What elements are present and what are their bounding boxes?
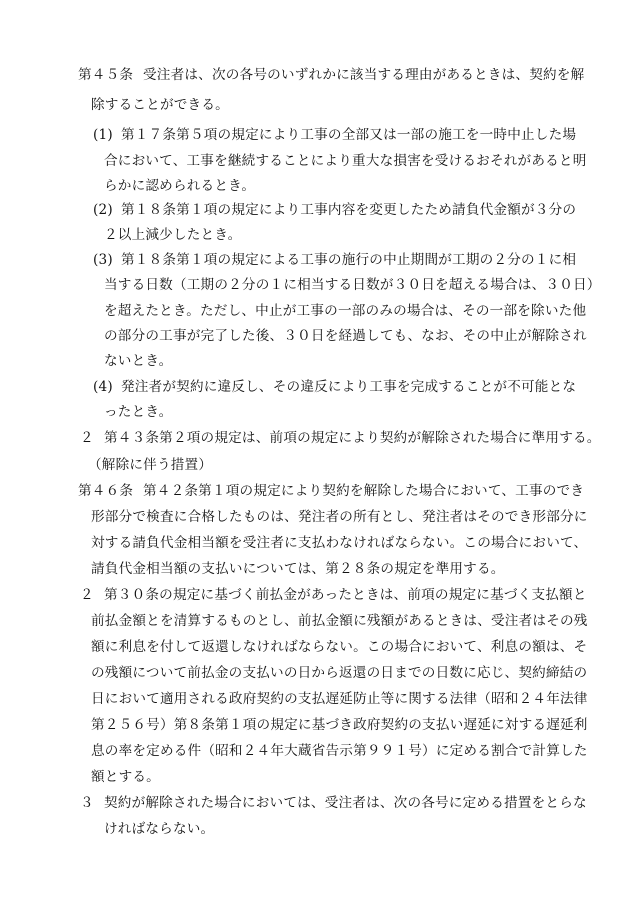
item-2-line-1: 第１８条第１項の規定により工事内容を変更したため請負代金額が３分の: [121, 202, 577, 218]
article-46-paragraph-2-line-8: 額とする。: [91, 769, 160, 785]
article-46-paragraph-2-line-4: の残額について前払金の支払いの日から返還の日までの日数に応じ、契約締結の: [91, 665, 588, 681]
item-4-line-2: ったとき。: [104, 404, 173, 420]
item-3-line-4: の部分の工事が完了した後、３０日を経過しても、なお、その中止が解除され: [104, 328, 587, 344]
article-45-paragraph-2-number: ２: [80, 430, 94, 446]
article-46-paragraph-2-line-1: 第３０条の規定に基づく前払金があったときは、前項の規定に基づく支払額と: [104, 587, 587, 603]
article-46-line-2: 形部分で検査に合格したものは、発注者の所有とし、発注者はそのでき形部分に: [91, 509, 588, 525]
item-4-line-1: 発注者が契約に違反し、その違反により工事を完成することが不可能とな: [121, 379, 577, 395]
article-45-line-2: 除することができる。: [91, 97, 229, 113]
article-46-caption: （解除に伴う措置）: [88, 457, 213, 473]
article-46-line-4: 請負代金相当額の支払いについては、第２８条の規定を準用する。: [91, 561, 505, 577]
article-46-paragraph-3-number: ３: [80, 795, 94, 811]
article-46-line-1: 第４２条第１項の規定により契約を解除した場合において、工事のでき: [143, 483, 585, 499]
item-4-number: (4): [93, 379, 113, 395]
item-2-line-2: ２以上減少したとき。: [104, 227, 242, 243]
article-46-paragraph-3-line-1: 契約が解除された場合においては、受注者は、次の各号に定める措置をとらな: [104, 795, 587, 811]
article-45-heading: 第４５条: [78, 67, 134, 83]
item-3-line-3: を超えたとき。ただし、中止が工事の一部のみの場合は、その一部を除いた他: [104, 303, 587, 319]
item-3-line-2: 当する日数（工期の２分の１に相当する日数が３０日を超える場合は、３０日）: [104, 277, 601, 293]
article-46-paragraph-2-number: ２: [80, 587, 94, 603]
article-46-paragraph-2-line-3: 額に利息を付して返還しなければならない。この場合において、利息の額は、そ: [91, 639, 588, 655]
article-46-paragraph-2-line-5: 日において適用される政府契約の支払遅延防止等に関する法律（昭和２４年法律: [91, 691, 588, 707]
article-46-paragraph-2-line-7: 息の率を定める件（昭和２４年大蔵省告示第９９１号）に定める割合で計算した: [91, 743, 588, 759]
item-1-line-1: 第１７条第５項の規定により工事の全部又は一部の施工を一時中止した場: [121, 127, 577, 143]
article-45-paragraph-2-text: 第４３条第２項の規定は、前項の規定により契約が解除された場合に準用する。: [104, 430, 601, 446]
article-45-line-1: 受注者は、次の各号のいずれかに該当する理由があるときは、契約を解: [143, 67, 585, 83]
item-1-line-2: 合において、工事を継続することにより重大な損害を受けるおそれがあると明: [104, 153, 587, 169]
item-3-number: (3): [93, 252, 113, 268]
article-46-paragraph-2-line-2: 前払金額とを清算するものとし、前払金額に残額があるときは、受注者はその残: [91, 613, 588, 629]
article-46-heading: 第４６条: [78, 483, 134, 499]
article-46-paragraph-3-line-2: ければならない。: [104, 821, 215, 837]
item-3-line-1: 第１８条第１項の規定による工事の施行の中止期間が工期の２分の１に相: [121, 252, 577, 268]
article-46-paragraph-2-line-6: 第２５６号）第８条第１項の規定に基づき政府契約の支払い遅延に対する遅延利: [91, 717, 588, 733]
item-3-line-5: ないとき。: [104, 353, 173, 369]
item-1-number: (1): [93, 127, 113, 143]
item-2-number: (2): [93, 202, 113, 218]
item-1-line-3: らかに認められるとき。: [104, 178, 256, 194]
article-46-line-3: 対する請負代金相当額を受注者に支払わなければならない。この場合において、: [91, 535, 588, 551]
